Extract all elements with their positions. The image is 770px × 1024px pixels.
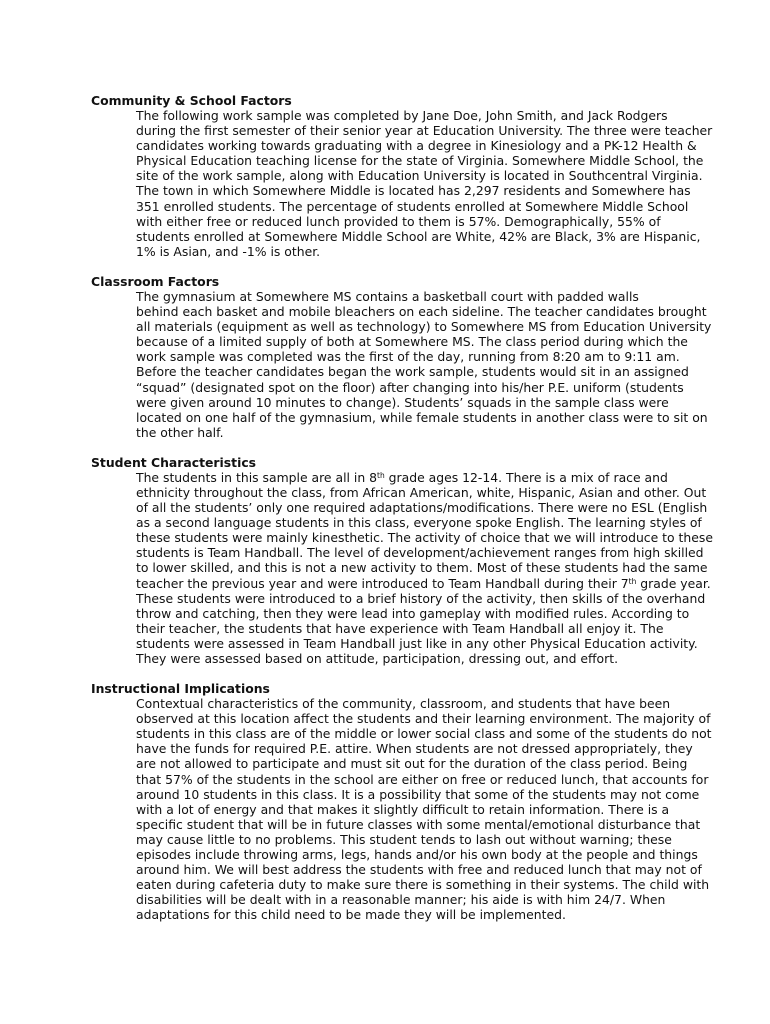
text-line: behind each basket and mobile bleachers on each sideline. The teacher candidates brought: [136, 304, 707, 320]
text-line: They were assessed based on attitude, participation, dressing out, and effort.: [136, 651, 619, 666]
section-heading: Instructional Implications: [91, 681, 270, 697]
text-line: [91, 470, 683, 485]
text-line: work sample was completed was the first of the day, running from 8:20 am to 9:11 am.: [136, 349, 680, 365]
text-line: to lower skilled, and this is not a new activity to them. Most of these students had the same: [136, 560, 708, 576]
text-line: observed at this location affect the students and their learning environment. The majority of: [136, 711, 711, 727]
text-line: all materials (equipment as well as technology) to Somewhere MS from Education University: [136, 319, 712, 335]
text-line: students in this class are of the middle or lower social class and some of the students do not: [136, 726, 712, 742]
document-page: [91, 93, 713, 938]
section-paragraph: [91, 288, 712, 440]
section-community-school-factors: [91, 93, 713, 259]
text-run: grade ages 12-14. There is a mix of race and: [384, 469, 668, 485]
section-paragraph: [91, 469, 713, 666]
text-run: The students in this sample are all in 8: [136, 469, 378, 485]
text-line: specific student that will be in future classes with some mental/emotional disturbance that: [136, 816, 701, 832]
section-heading: Community & School Factors: [91, 93, 292, 108]
text-line: throw and catching, then they were lead into gameplay with modified rules. According to: [136, 605, 690, 621]
text-line: Physical Education teaching license for the state of Virginia. Somewhere Middle School, the: [136, 153, 704, 169]
text-line: episodes include throwing arms, legs, hands and/or his own body at the people and things: [136, 847, 698, 863]
text-line: students were assessed in Team Handball just like in any other Physical Education activity.: [136, 635, 698, 651]
text-line: during the first semester of their senior year at Education University. The three were teacher: [136, 123, 713, 139]
text-line: The gymnasium at Somewhere MS contains a basketball court with padded walls: [136, 288, 639, 304]
text-line: around 10 students in this class. It is a possibility that some of the students may not come: [136, 786, 700, 802]
text-line: students is Team Handball. The level of development/achievement ranges from high skilled: [136, 545, 704, 561]
text-line: [91, 575, 711, 591]
text-line: with a lot of energy and that makes it slightly difficult to retain information. There is a: [136, 801, 670, 817]
text-line: were given around 10 minutes to change). Students’ squads in the sample class were: [136, 394, 669, 410]
text-line: because of a limited supply of both at Somewhere MS. The class period during which the: [136, 334, 688, 350]
text-line: with either free or reduced lunch provided to them is 57%. Demographically, 55% of: [136, 213, 661, 229]
text-line: candidates working towards graduating with a degree in Kinesiology and a PK-12 Health &: [136, 138, 697, 154]
text-line: may cause little to no problems. This student tends to lash out without warning; these: [136, 831, 672, 847]
text-line: These students were introduced to a brief history of the activity, then skills of the overhand: [136, 590, 706, 606]
text-line: these students were mainly kinesthetic. The activity of choice that we will introduce to these: [136, 530, 713, 546]
text-line: Contextual characteristics of the community, classroom, and students that have been: [136, 696, 671, 712]
section-student-characteristics: [91, 454, 713, 666]
text-line: Before the teacher candidates began the work sample, students would sit in an assigned: [136, 364, 689, 380]
text-line: disabilities will be dealt with in a reasonable manner; his aide is with him 24/7. When: [136, 892, 666, 908]
section-classroom-factors: [91, 273, 712, 440]
text-line: have the funds for required P.E. attire. When students are not dressed appropriately, they: [136, 741, 693, 757]
text-line: eaten during cafeteria duty to make sure there is something in their systems. The child with: [136, 877, 710, 893]
text-line: The following work sample was completed by Jane Doe, John Smith, and Jack Rodgers: [136, 108, 668, 123]
text-run: teacher the previous year and were introduced to Team Handball during their 7: [136, 575, 629, 591]
text-run: grade year.: [636, 575, 711, 591]
ordinal-suffix: th: [377, 470, 385, 480]
text-line: that 57% of the students in the school are either on free or reduced lunch, that accounts for: [136, 771, 709, 787]
section-paragraph: [91, 108, 713, 259]
ordinal-suffix: th: [628, 576, 637, 586]
text-line: their teacher, the students that have experience with Team Handball all enjoy it. The: [136, 620, 664, 636]
text-line: 1% is Asian, and -1% is other.: [136, 243, 321, 259]
text-line: located on one half of the gymnasium, while female students in another class were to sit on: [136, 409, 708, 425]
section-heading: Classroom Factors: [91, 273, 220, 289]
text-line: around him. We will best address the students with free and reduced lunch that may not of: [136, 862, 702, 878]
section-heading: Student Characteristics: [91, 454, 257, 470]
text-line: 351 enrolled students. The percentage of students enrolled at Somewhere Middle School: [136, 198, 689, 214]
text-line: adaptations for this child need to be made they will be implemented.: [136, 907, 566, 923]
text-line: as a second language students in this class, everyone spoke English. The learning styles of: [136, 515, 702, 531]
text-line: are not allowed to participate and must sit out for the duration of the class period. Being: [136, 756, 688, 772]
text-line: The town in which Somewhere Middle is located has 2,297 residents and Somewhere has: [136, 183, 691, 199]
text-line: site of the work sample, along with Education University is located in Southcentral Virginia.: [136, 168, 703, 184]
section-instructional-implications: [91, 681, 712, 923]
text-line: “squad” (designated spot on the floor) after changing into his/her P.E. uniform (students: [136, 379, 684, 395]
text-line: ethnicity throughout the class, from African American, white, Hispanic, Asian and other. Out: [136, 484, 707, 500]
section-paragraph: [91, 696, 712, 923]
text-line: the other half.: [136, 424, 224, 440]
text-line: of all the students’ only one required adaptations/modifications. There were no ESL (English: [136, 500, 708, 516]
text-line: students enrolled at Somewhere Middle School are White, 42% are Black, 3% are Hispanic,: [136, 228, 701, 244]
